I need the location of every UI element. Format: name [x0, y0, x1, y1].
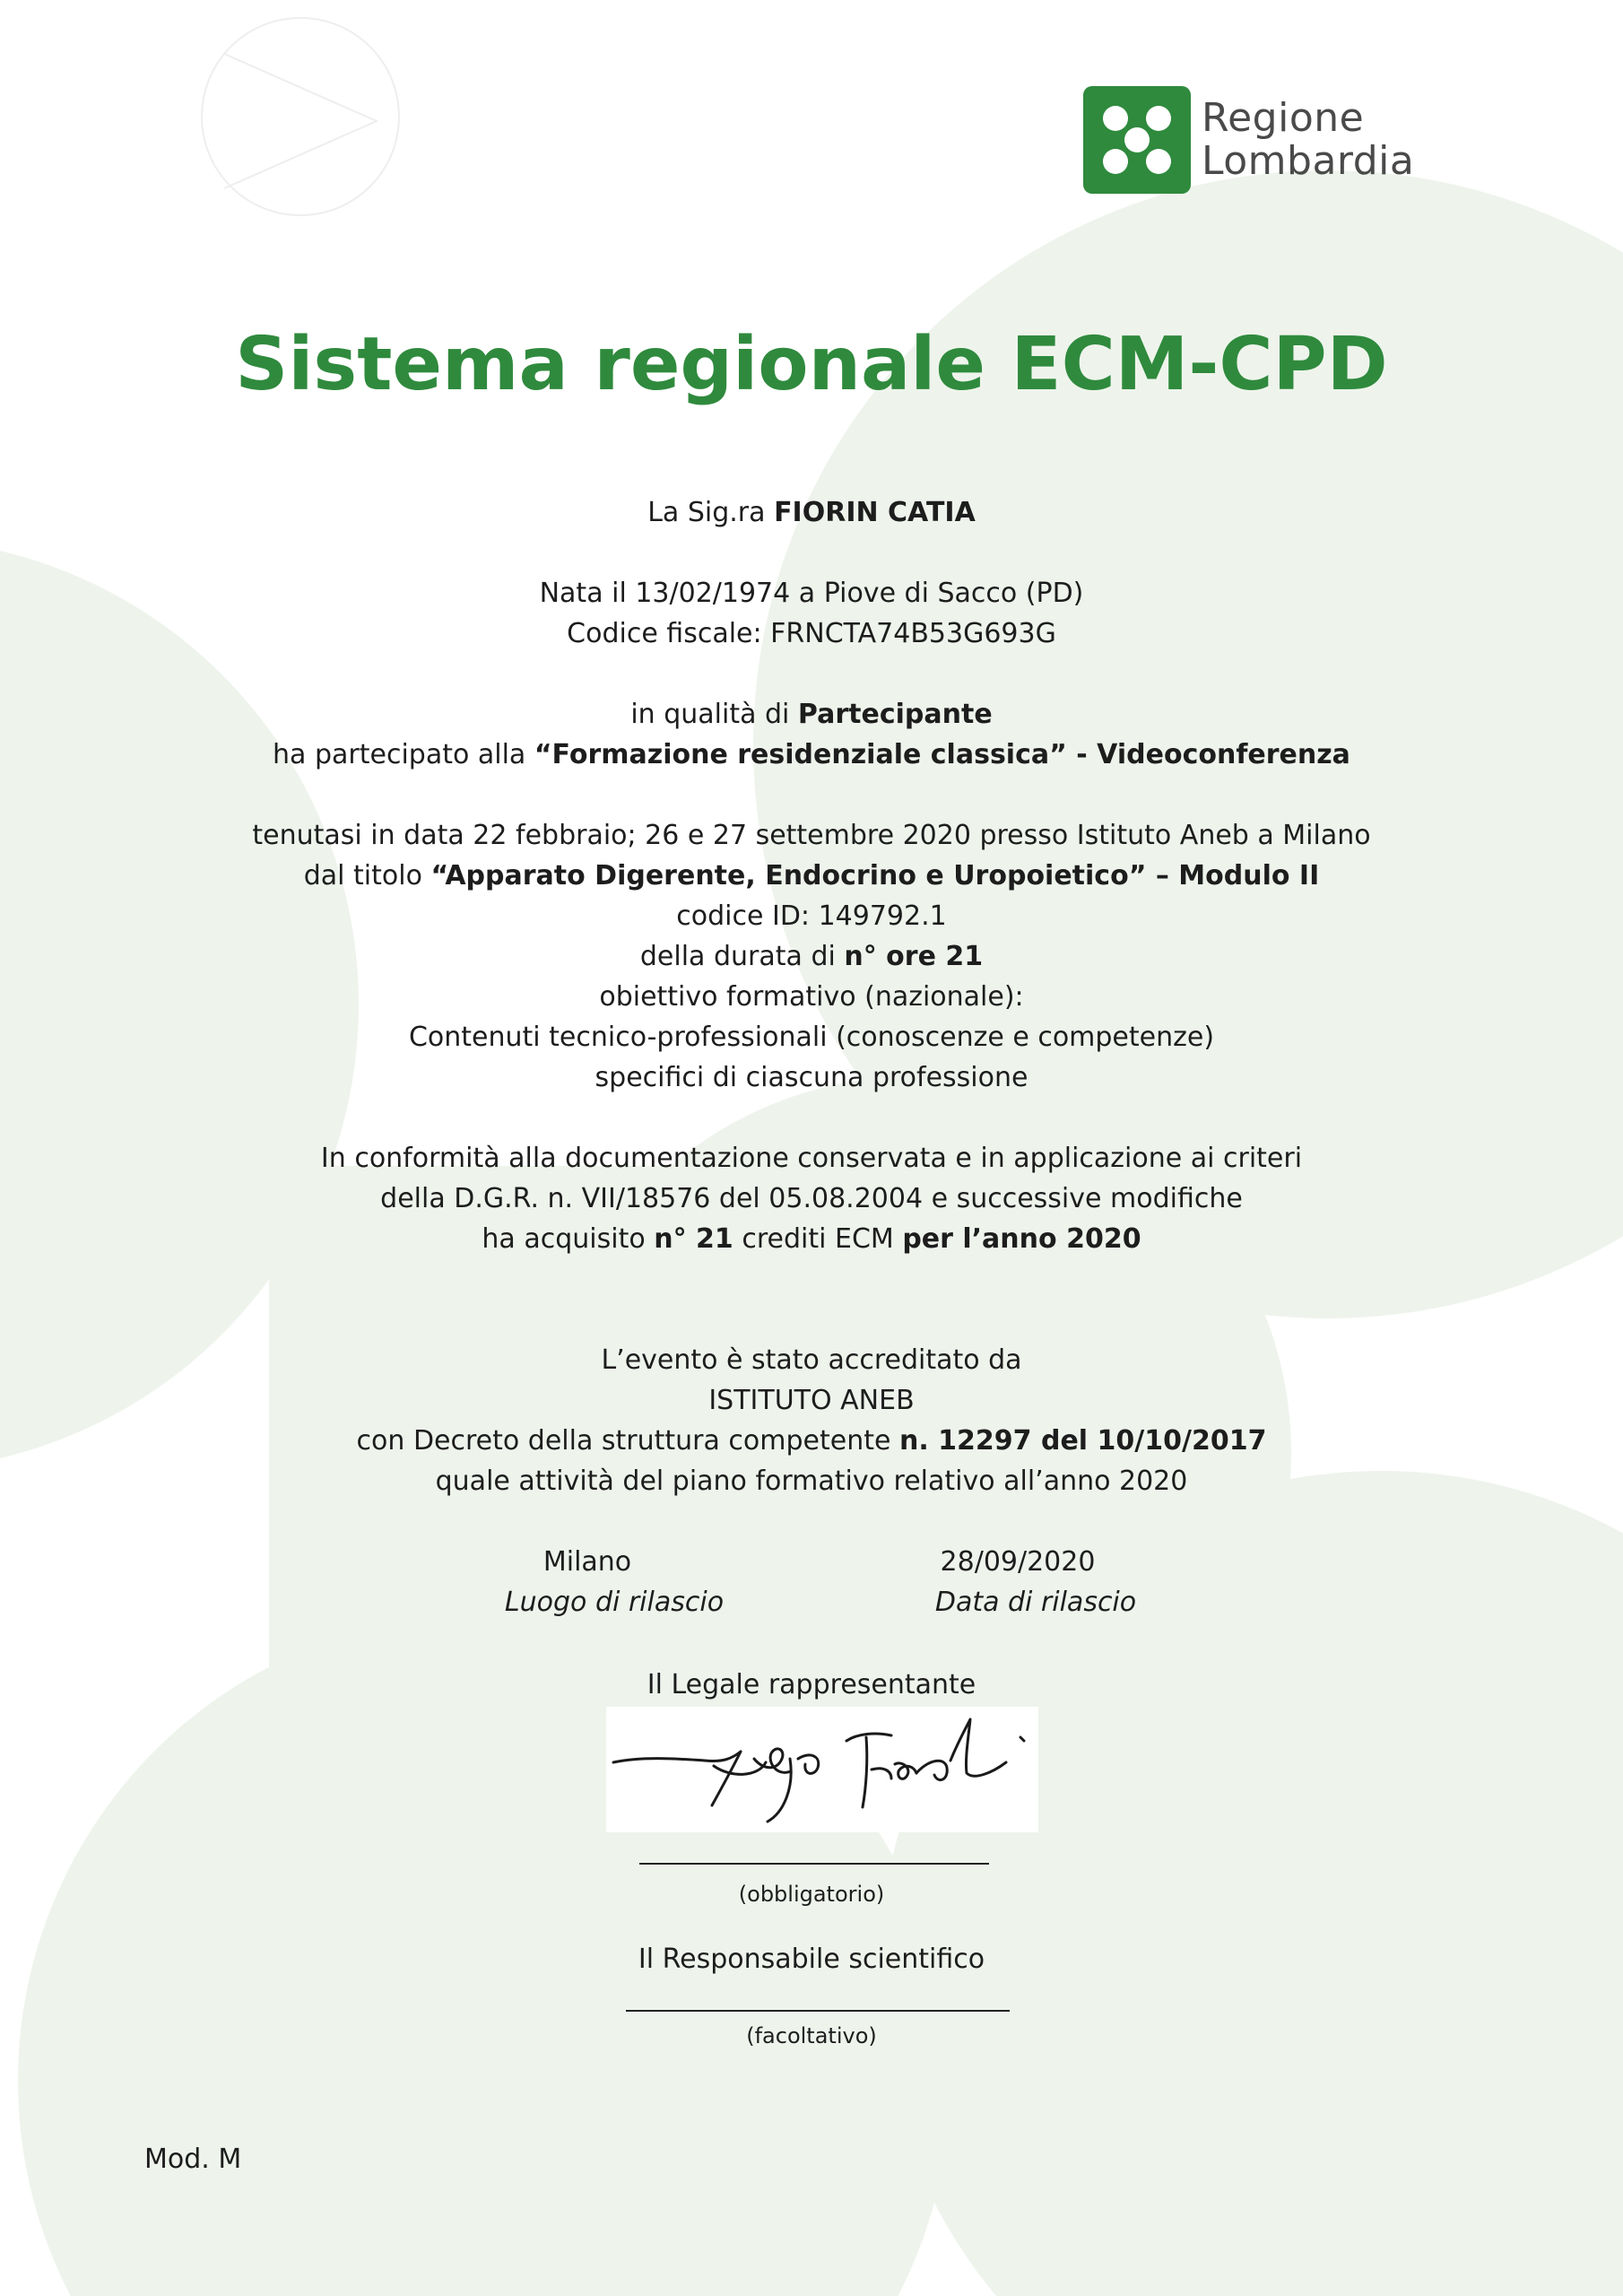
role-value: Partecipante	[797, 699, 993, 730]
mandatory-label: (obbligatorio)	[738, 1882, 885, 1907]
credits-prefix: ha acquisito	[482, 1223, 655, 1255]
accreditation-line-1: L’evento è stato accreditato da	[601, 1344, 1022, 1376]
handwritten-signature	[606, 1707, 1038, 1832]
signature-image	[606, 1707, 1038, 1832]
issue-date-label: Data di rilascio	[934, 1587, 1137, 1618]
duration-prefix: della durata di	[639, 941, 845, 972]
credits-value: n° 21	[654, 1223, 733, 1255]
person-line	[0, 493, 1623, 533]
logo-line-1: Regione	[1202, 95, 1365, 141]
event-title: “Apparato Digerente, Endocrino e Uropoietico” – Modulo II	[430, 860, 1320, 891]
conformity-line-2: della D.G.R. n. VII/18576 del 05.08.2004 e successive modifiche	[380, 1183, 1243, 1214]
objective-line-1: Contenuti tecnico-professionali (conoscenze e competenze)	[408, 1022, 1215, 1053]
accreditation-line-4: quale attività del piano formativo relativo all’anno 2020	[435, 1465, 1188, 1497]
form-model-label: Mod. M	[144, 2144, 242, 2175]
participation-type: “Formazione residenziale classica”	[534, 739, 1067, 770]
decree-value: n. 12297 del 10/10/2017	[898, 1425, 1267, 1457]
event-duration-line	[0, 937, 1623, 977]
decree-prefix: con Decreto della struttura competente	[356, 1425, 899, 1457]
issue-place: Milano	[542, 1546, 632, 1578]
optional-label: (facoltativo)	[746, 2023, 877, 2048]
scientific-signature-line	[626, 2010, 1010, 2012]
credits-line	[0, 1220, 1623, 1259]
person-name: FIORIN CATIA	[774, 497, 976, 528]
regione-lombardia-logo	[1083, 86, 1442, 194]
decree-line	[0, 1422, 1623, 1461]
person-prefix: La Sig.ra	[647, 497, 775, 528]
event-title-line	[0, 857, 1623, 896]
conformity-line-1: In conformità alla documentazione conservata e in applicazione ai criteri	[320, 1143, 1303, 1174]
scientific-lead-label: Il Responsabile scientifico	[638, 1944, 985, 1975]
legal-rep-label: Il Legale rappresentante	[647, 1669, 976, 1700]
participation-line	[0, 735, 1623, 775]
issue-date: 28/09/2020	[940, 1546, 1096, 1578]
objective-line-2: specifici di ciascuna professione	[595, 1062, 1028, 1093]
participation-prefix: ha partecipato alla	[273, 739, 534, 770]
participation-suffix: - Videoconferenza	[1066, 739, 1350, 770]
issue-place-label: Luogo di rilascio	[504, 1587, 725, 1618]
event-dates-line: tenutasi in data 22 febbraio; 26 e 27 settembre 2020 presso Istituto Aneb a Milano	[252, 820, 1371, 851]
accreditation-provider: ISTITUTO ANEB	[708, 1385, 915, 1416]
page-title: Sistema regionale ECM-CPD	[235, 322, 1388, 407]
regione-lombardia-mark-icon	[1083, 86, 1191, 194]
role-line	[0, 695, 1623, 735]
event-code-line: codice ID: 149792.1	[676, 900, 947, 932]
role-prefix: in qualità di	[630, 699, 798, 730]
birth-line: Nata il 13/02/1974 a Piove di Sacco (PD)	[539, 578, 1084, 609]
credits-mid: crediti ECM	[733, 1223, 903, 1255]
objective-label: obiettivo formativo (nazionale):	[599, 981, 1024, 1013]
legal-rep-signature-line	[639, 1863, 989, 1865]
event-title-prefix: dal titolo	[303, 860, 431, 891]
duration-value: n° ore 21	[844, 941, 984, 972]
logo-line-2: Lombardia	[1202, 138, 1415, 184]
credits-year: per l’anno 2020	[902, 1223, 1141, 1255]
fiscal-code-line: Codice fiscale: FRNCTA74B53G693G	[567, 618, 1056, 649]
